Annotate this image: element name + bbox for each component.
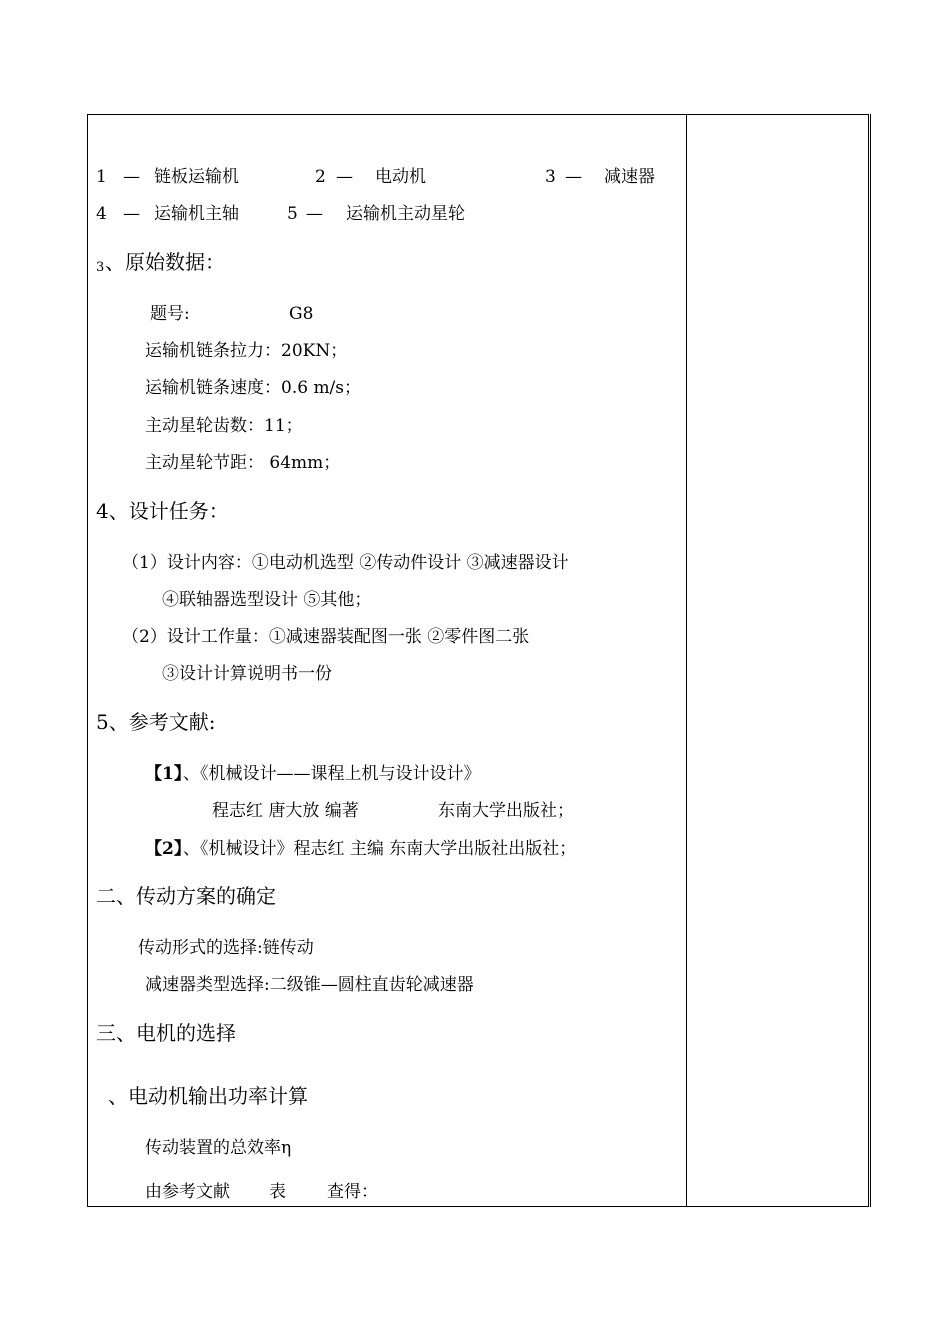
- total-efficiency: 传动装置的总效率η: [145, 1138, 292, 1158]
- reducer-type: 减速器类型选择:二级锥—圆柱直齿轮减速器: [145, 975, 474, 995]
- reference-1-title: 、《机械设计——课程上机与设计设计》: [183, 764, 481, 784]
- legend-item-5-label: 运输机主动星轮: [346, 204, 465, 224]
- workload-line-1: （2）设计工作量：①减速器装配图一张 ②零件图二张: [122, 627, 530, 647]
- reference-1-publisher: 东南大学出版社；: [438, 801, 574, 821]
- reference-lookup-result: 查得：: [327, 1182, 378, 1202]
- legend-item-5-dash: —: [306, 204, 323, 224]
- section-4-title: 4、设计任务：: [96, 499, 229, 523]
- table-frame-double-edge: [868, 114, 871, 1207]
- legend-item-3-number: 3: [545, 167, 556, 187]
- legend-item-4-label: 运输机主轴: [154, 204, 239, 224]
- section-3-title: 、原始数据：: [105, 250, 225, 274]
- legend-item-4-dash: —: [123, 204, 140, 224]
- legend-item-3-label: 减速器: [604, 167, 655, 187]
- reference-lookup-table: 表: [269, 1182, 286, 1202]
- reference-2-text: 、《机械设计》程志红 主编 东南大学出版社出版社；: [183, 839, 577, 859]
- topic-label: 题号:: [150, 304, 190, 324]
- section-3-number: 3: [96, 260, 105, 275]
- legend-item-1-number: 1: [96, 167, 107, 187]
- column-divider: [686, 114, 687, 1207]
- legend-item-2-number: 2: [315, 167, 326, 187]
- reference-1-authors: 程志红 唐大放 编著: [212, 801, 359, 821]
- reference-lookup-source: 由参考文献: [145, 1182, 230, 1202]
- legend-item-2-dash: —: [336, 167, 353, 187]
- part-2-title: 二、传动方案的确定: [96, 884, 276, 908]
- topic-value: G8: [289, 304, 314, 324]
- legend-item-5-number: 5: [287, 204, 298, 224]
- legend-item-1-label: 链板运输机: [154, 167, 239, 187]
- legend-item-4-number: 4: [96, 204, 107, 224]
- transmission-type: 传动形式的选择:链传动: [138, 938, 314, 958]
- design-content-line-2: ④联轴器选型设计 ⑤其他；: [162, 590, 372, 610]
- section-5-title: 5、参考文献:: [96, 710, 216, 734]
- reference-2-tag: 【2】: [145, 839, 191, 859]
- motor-power-heading: 、电动机输出功率计算: [108, 1084, 308, 1108]
- chain-speed: 运输机链条速度：0.6 m/s；: [145, 378, 362, 398]
- design-content-line-1: （1）设计内容：①电动机选型 ②传动件设计 ③减速器设计: [122, 553, 569, 573]
- sprocket-pitch: 主动星轮节距： 64mm；: [145, 453, 341, 473]
- legend-item-3-dash: —: [565, 167, 582, 187]
- chain-tension: 运输机链条拉力：20KN；: [145, 341, 348, 361]
- legend-item-2-label: 电动机: [375, 167, 426, 187]
- reference-1-tag: 【1】: [145, 764, 191, 784]
- part-3-title: 三、电机的选择: [96, 1021, 236, 1045]
- sprocket-teeth: 主动星轮齿数：11；: [145, 416, 303, 436]
- legend-item-1-dash: —: [123, 167, 140, 187]
- workload-line-2: ③设计计算说明书一份: [162, 664, 332, 684]
